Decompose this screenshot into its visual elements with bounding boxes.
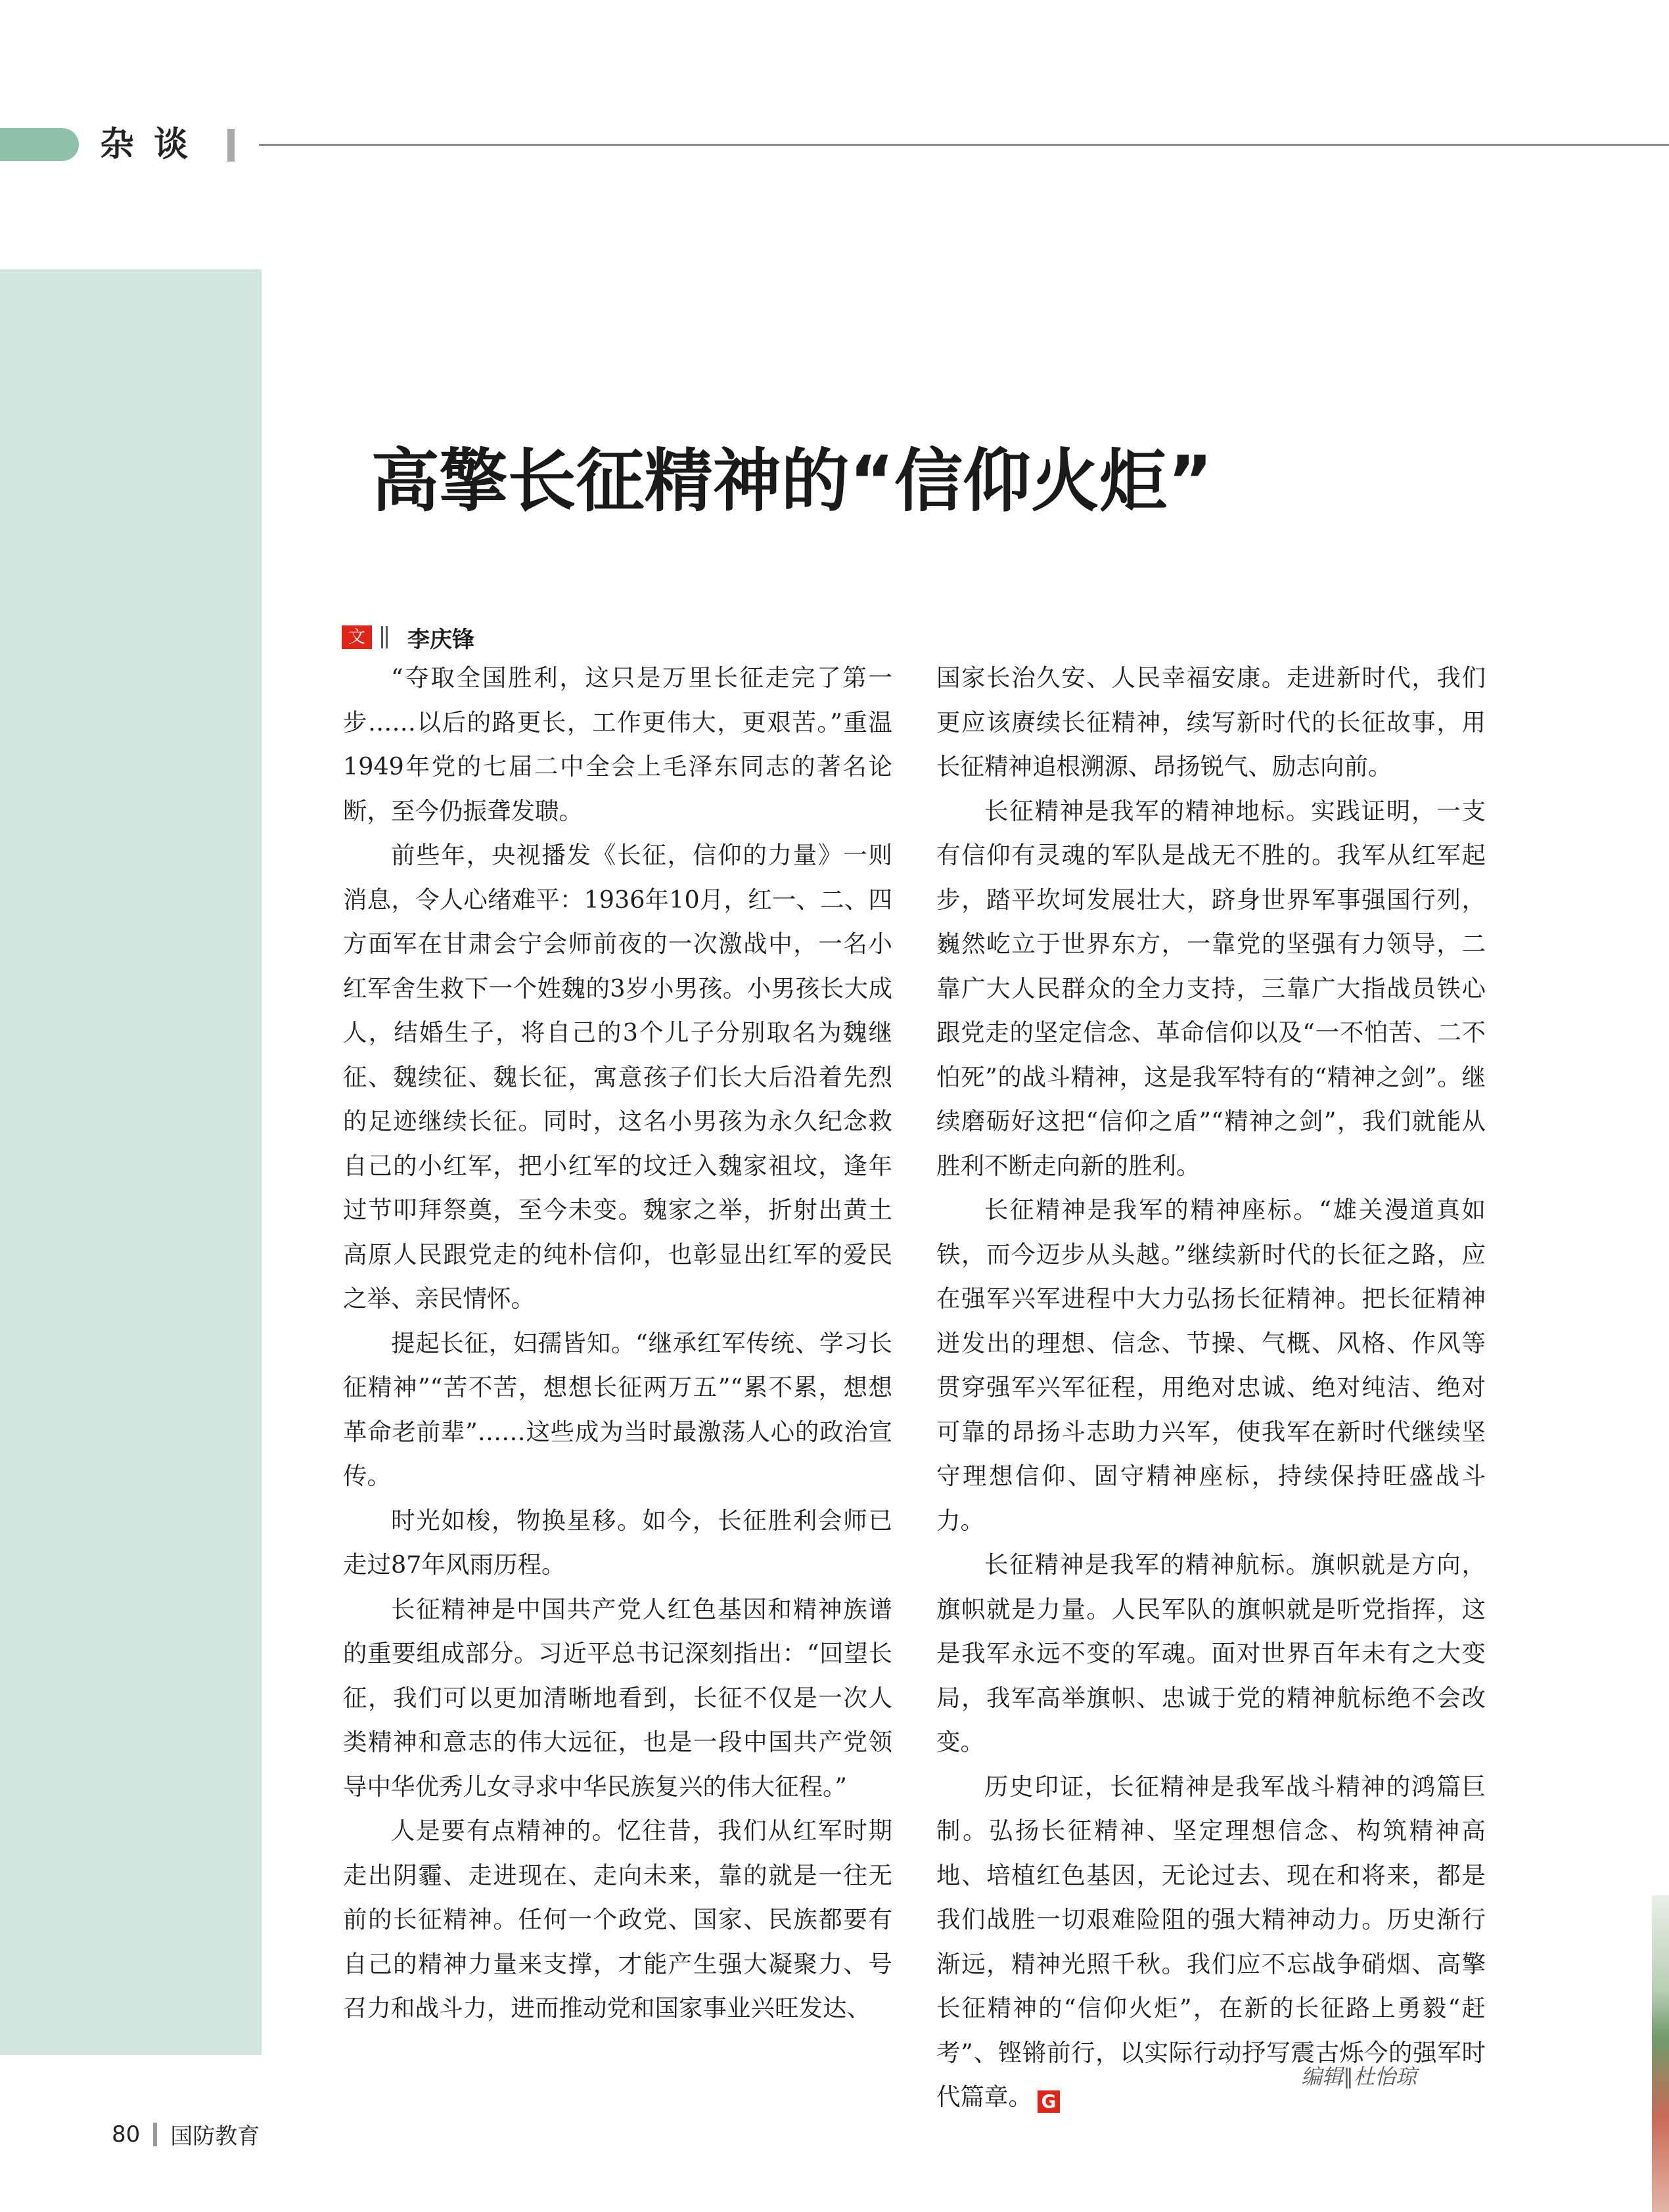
author-name: 李庆锋: [407, 626, 474, 653]
paragraph: 提起长征，妇孺皆知。“继承红军传统、学习长征精神”“苦不苦，想想长征两万五”“累不累，想想革命老前辈”……这些成为当时最激荡人心的政治宣传。: [343, 1328, 892, 1490]
author-tag: 文: [342, 625, 372, 649]
header-divider-bar: [227, 129, 235, 162]
paragraph-continuation: 国家长治久安、人民幸福安康。走进新时代，我们更应该赓续长征精神，续写新时代的长征故事，用长征精神追根溯源、昂扬锐气、励志向前。: [936, 664, 1486, 780]
last-paragraph-text: 历史印证，长征精神是我军战斗精神的鸿篇巨制。弘扬长征精神、坚定理想信念、构筑精神高地、培植红色基因，无论过去、现在和将来，都是我们战胜一切艰难险阻的强大精神动力。历史渐行渐远，精神光照千秋。我们应不忘战争硝烟、高擎长征精神的“信仰火炬”，在新的长征路上勇毅“赶考”、铿锵前行，以实际行动抒写震古烁今的强军时代篇章。: [936, 1772, 1486, 2111]
footer-divider-bar: [153, 2123, 157, 2146]
side-decor-panel: [0, 269, 262, 2055]
page-footer: [112, 2118, 260, 2150]
paragraph: 时光如梭，物换星移。如今，长征胜利会师已走过87年风雨历程。: [343, 1506, 892, 1579]
byline-separator: [381, 626, 388, 648]
magazine-name: 国防教育: [170, 2123, 260, 2150]
article-title: 高擎长征精神的“信仰火炬”: [371, 441, 1213, 521]
paragraph: 长征精神是中国共产党人红色基因和精神族谱的重要组成部分。习近平总书记深刻指出：“回望长征，我们可以更加清晰地看到，长征不仅是一次人类精神和意志的伟大远征，也是一段中国共产党领导中华优秀儿女寻求中华民族复兴的伟大征程。”: [343, 1594, 892, 1801]
section-label: 杂谈: [100, 125, 208, 164]
paragraph: 长征精神是我军的精神座标。“雄关漫道真如铁，而今迈步从头越。”继续新时代的长征之路，应在强军兴军进程中大力弘扬长征精神。把长征精神迸发出的理想、信念、节操、气概、风格、作风等贯穿强军兴军征程，用绝对忠诚、绝对纯洁、绝对可靠的昂扬斗志助力兴军，使我军在新时代继续坚守理想信仰、固守精神座标，持续保持旺盛战斗力。: [936, 1196, 1486, 1535]
edge-photo-strip: [1652, 1895, 1669, 2212]
header-rule: [259, 144, 1669, 146]
right-column: [936, 656, 1486, 2119]
paragraph: “夺取全国胜利，这只是万里长征走完了第一步……以后的路更长，工作更伟大，更艰苦。”重温1949年党的七届二中全会上毛泽东同志的著名论断，至今仍振聋发聩。: [343, 664, 892, 825]
paragraph: 人是要有点精神的。忆往昔，我们从红军时期走出阴霾、走进现在、走向未来，靠的就是一往无前的长征精神。任何一个政党、国家、民族都要有自己的精神力量来支撑，才能产生强大凝聚力、号召力和战斗力，进而推动党和国家事业兴旺发达、: [343, 1817, 892, 2022]
end-mark-logo-icon: G: [1038, 2090, 1060, 2113]
paragraph: 长征精神是我军的精神地标。实践证明，一支有信仰有灵魂的军队是战无不胜的。我军从红军起步，踏平坎坷发展壮大，跻身世界军事强国行列，巍然屹立于世界东方，一靠党的坚强有力领导，二靠广大人民群众的全力支持，三靠广大指战员铁心跟党走的坚定信念、革命信仰以及“一不怕苦、二不怕死”的战斗精神，这是我军特有的“精神之剑”。继续磨砺好这把“信仰之盾”“精神之剑”，我们就能从胜利不断走向新的胜利。: [936, 796, 1486, 1180]
paragraph: 前些年，央视播发《长征，信仰的力量》一则消息，令人心绪难平：1936年10月，红一、二、四方面军在甘肃会宁会师前夜的一次激战中，一名小红军舍生救下一个姓魏的3岁小男孩。小男孩长大成人，结婚生子，将自己的3个儿子分别取名为魏继征、魏续征、魏长征，寓意孩子们长大后沿着先烈的足迹继续长征。同时，这名小男孩为永久纪念救自己的小红军，把小红军的坟迁入魏家祖坟，逢年过节叩拜祭奠，至今未变。魏家之举，折射出黄土高原人民跟党走的纯朴信仰，也彰显出红军的爱民之举、亲民情怀。: [343, 841, 892, 1313]
paragraph: 长征精神是我军的精神航标。旗帜就是方向，旗帜就是力量。人民军队的旗帜就是听党指挥，这是我军永远不变的军魂。面对世界百年未有之大变局，我军高举旗帜、忠诚于党的精神航标绝不会改变。: [936, 1550, 1486, 1756]
editor-credit: 编辑∥杜怡琼: [1301, 2064, 1417, 2089]
header-accent-pill: [0, 128, 79, 161]
page-number: 80: [112, 2121, 141, 2148]
byline: [342, 623, 474, 652]
left-column: [343, 656, 892, 2031]
